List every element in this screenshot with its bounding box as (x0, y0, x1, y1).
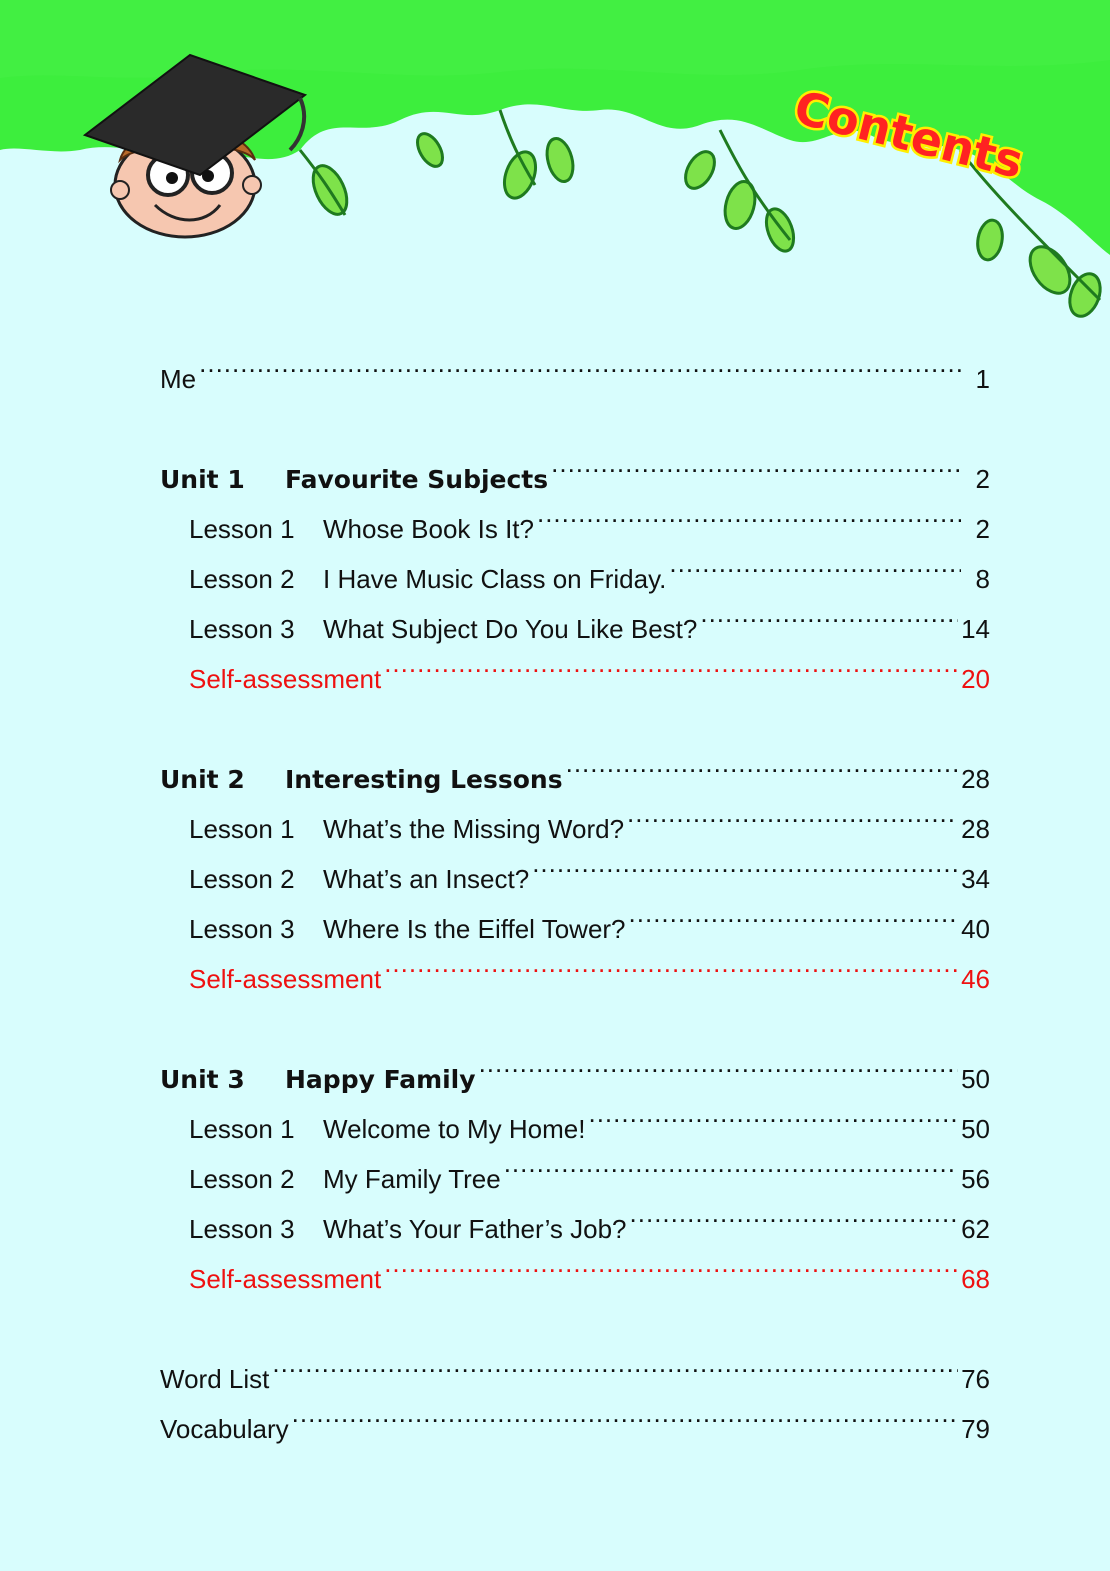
toc-title: Vocabulary (160, 1414, 289, 1444)
lesson-title: What’s an Insect? (323, 864, 530, 894)
self-assessment-title: Self-assessment (189, 964, 382, 994)
toc-row-vocabulary[interactable] (160, 1388, 990, 1444)
lesson-number: Lesson 1 (189, 514, 295, 544)
dot-leader (566, 738, 958, 788)
dot-leader (384, 938, 958, 988)
dot-leader (272, 1338, 958, 1388)
toc-page: 46 (961, 964, 990, 994)
toc-row-word-list[interactable] (160, 1338, 990, 1394)
toc-page: 76 (961, 1364, 990, 1394)
unit-number: Unit 1 (160, 465, 245, 494)
toc-page: 8 (975, 564, 990, 594)
lesson-title: What Subject Do You Like Best? (323, 614, 698, 644)
unit-title: Happy Family (285, 1065, 476, 1094)
lesson-number: Lesson 1 (189, 1114, 295, 1144)
lesson-title: Where Is the Eiffel Tower? (323, 914, 626, 944)
dot-leader (551, 438, 961, 488)
unit-title: Interesting Lessons (285, 765, 563, 794)
self-assessment-title: Self-assessment (189, 664, 382, 694)
dot-leader (669, 538, 961, 588)
foliage-illustration (0, 0, 1110, 320)
dot-leader (627, 788, 958, 838)
unit-title: Favourite Subjects (285, 465, 549, 494)
toc-page: 34 (961, 864, 990, 894)
lesson-number: Lesson 3 (189, 1214, 295, 1244)
dot-leader (504, 1138, 958, 1188)
lesson-number: Lesson 2 (189, 1164, 295, 1194)
lesson-title: Whose Book Is It? (323, 514, 534, 544)
table-of-contents (160, 338, 990, 1444)
toc-title: Me (160, 364, 197, 394)
lesson-title: My Family Tree (323, 1164, 501, 1194)
toc-title: Word List (160, 1364, 270, 1394)
toc-page: 40 (961, 914, 990, 944)
toc-page: 28 (961, 814, 990, 844)
toc-page: 50 (961, 1064, 990, 1094)
lesson-number: Lesson 1 (189, 814, 295, 844)
dot-leader (479, 1038, 959, 1088)
toc-page: 56 (961, 1164, 990, 1194)
lesson-title: Welcome to My Home! (323, 1114, 586, 1144)
toc-row-intro[interactable] (160, 338, 990, 394)
lesson-number: Lesson 2 (189, 864, 295, 894)
toc-page: 68 (961, 1264, 990, 1294)
lesson-title: What’s Your Father’s Job? (323, 1214, 627, 1244)
toc-page: 28 (961, 764, 990, 794)
dot-leader (384, 638, 958, 688)
dot-leader (629, 888, 959, 938)
header-banner (0, 0, 1110, 320)
dot-leader (384, 1238, 958, 1288)
toc-row-unit-1[interactable] (160, 438, 990, 494)
unit-number: Unit 2 (160, 765, 245, 794)
lesson-number: Lesson 3 (189, 614, 295, 644)
unit-number: Unit 3 (160, 1065, 245, 1094)
dot-leader (292, 1388, 958, 1438)
dot-leader (588, 1088, 958, 1138)
lesson-title: I Have Music Class on Friday. (323, 564, 667, 594)
self-assessment-title: Self-assessment (189, 1264, 382, 1294)
toc-page: 62 (961, 1214, 990, 1244)
dot-leader (630, 1188, 959, 1238)
dot-leader (532, 838, 958, 888)
toc-page: 79 (961, 1414, 990, 1444)
dot-leader (537, 488, 961, 538)
toc-page: 14 (961, 614, 990, 644)
toc-page: 50 (961, 1114, 990, 1144)
contents-title: Contents (789, 80, 1029, 189)
toc-page: 2 (975, 514, 990, 544)
dot-leader (700, 588, 958, 638)
toc-row-unit-2[interactable] (160, 738, 990, 794)
lesson-number: Lesson 3 (189, 914, 295, 944)
toc-page: 1 (975, 364, 990, 394)
toc-page: 20 (961, 664, 990, 694)
toc-row-unit-3[interactable] (160, 1038, 990, 1094)
lesson-number: Lesson 2 (189, 564, 295, 594)
dot-leader (199, 338, 961, 388)
toc-page: 2 (975, 464, 990, 494)
lesson-title: What’s the Missing Word? (323, 814, 625, 844)
